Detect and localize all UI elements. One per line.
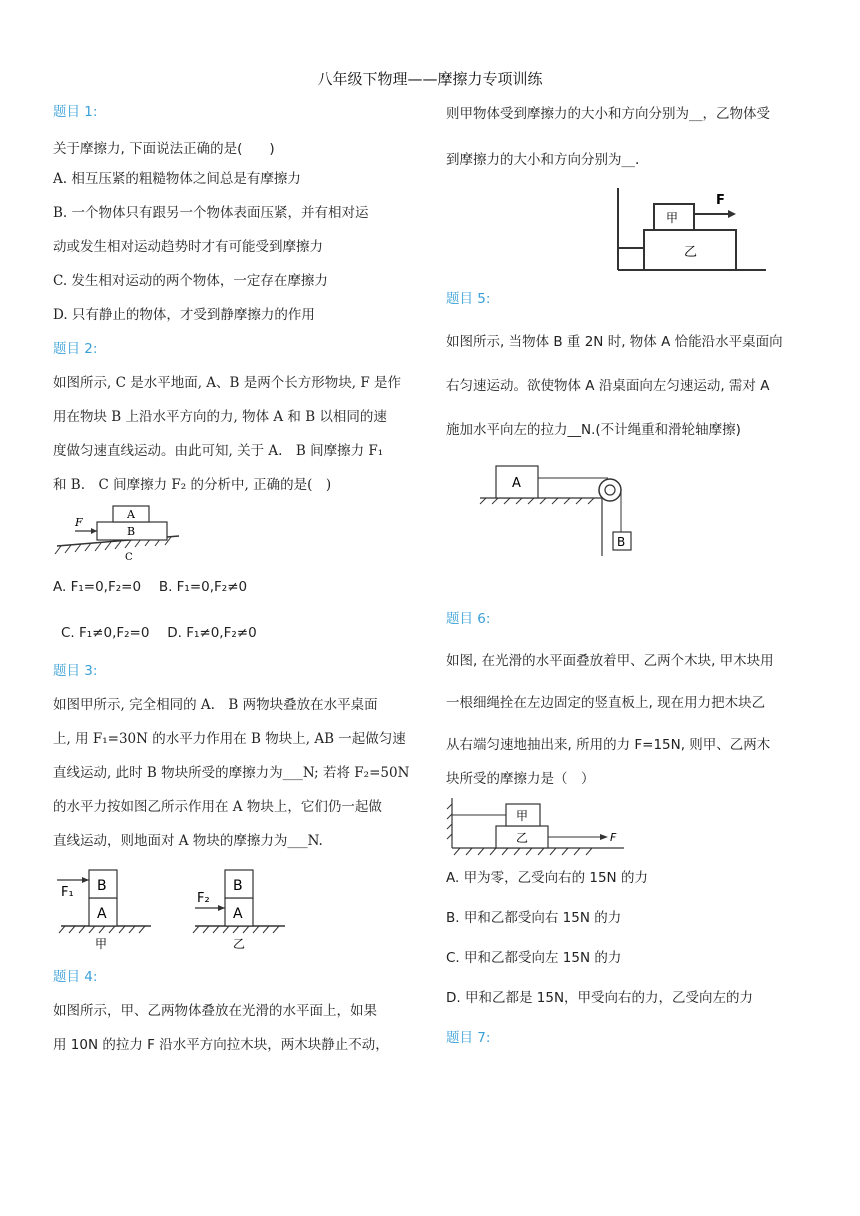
q1-stem: 关于摩擦力, 下面说法正确的是( ) — [53, 141, 275, 157]
q2-fig-label-b: B — [127, 525, 136, 538]
q4-line-2: 用 10N 的拉力 F 沿水平方向拉木块，两木块静止不动， — [53, 1037, 389, 1053]
q3-fig-f1: F₁ — [61, 885, 74, 900]
q2-fig-label-f: F — [75, 516, 83, 529]
q6-fig-f: F — [610, 831, 617, 844]
question-3-label: 题目 3: — [53, 663, 98, 679]
q6-option-c: C. 甲和乙都受向左 15N 的力 — [446, 950, 622, 966]
q3-fig-yi-caption: 乙 — [233, 937, 246, 951]
q3-fig-yi-b: B — [233, 878, 243, 894]
q5-fig-a: A — [512, 476, 521, 491]
q5-line-1: 如图所示, 当物体 B 重 2N 时, 物体 A 恰能沿水平桌面向 — [446, 334, 783, 350]
q4-line-4: 到摩擦力的大小和方向分别为__. — [446, 152, 640, 168]
q6-option-b: B. 甲和乙都受向右 15N 的力 — [446, 910, 622, 926]
q3-line-5: 直线运动，则地面对 A 物块的摩擦力为___N. — [53, 833, 323, 849]
q6-line-1: 如图, 在光滑的水平面叠放着甲、乙两个木块, 甲木块用 — [446, 653, 774, 669]
q3-fig-jia-a: A — [97, 906, 107, 922]
right-column — [446, 96, 811, 1058]
q1-option-c: C. 发生相对运动的两个物体，一定存在摩擦力 — [53, 273, 328, 289]
question-6-label: 题目 6: — [446, 611, 491, 627]
left-column — [53, 100, 418, 1062]
q2-line-4: 和 B. C 间摩擦力 F₂ 的分析中, 正确的是( ) — [53, 477, 332, 493]
q3-line-3: 直线运动, 此时 B 物块所受的摩擦力为___N; 若将 F₂=50N — [53, 765, 410, 781]
q2-options-row2: C. F₁≠0,F₂=0 D. F₁≠0,F₂≠0 — [61, 625, 257, 641]
q6-line-3: 从右端匀速地抽出来, 所用的力 F=15N, 则甲、乙两木 — [446, 737, 771, 753]
q4-fig-yi: 乙 — [684, 245, 698, 260]
question-1-label: 题目 1: — [53, 104, 98, 120]
q3-fig-f2: F₂ — [197, 891, 210, 906]
q4-fig-f: F — [716, 193, 725, 208]
q6-option-d: D. 甲和乙都是 15N，甲受向右的力，乙受向左的力 — [446, 990, 754, 1006]
page-title: 八年级下物理——摩擦力专项训练 — [317, 70, 543, 88]
q5-line-2: 右匀速运动。欲使物体 A 沿桌面向左匀速运动, 需对 A — [446, 378, 770, 394]
question-4-label: 题目 4: — [53, 969, 98, 985]
q1-option-b-cont: 动或发生相对运动趋势时才有可能受到摩擦力 — [53, 239, 323, 255]
q6-line-2: 一根细绳拴在左边固定的竖直板上, 现在用力把木块乙 — [446, 695, 766, 711]
q2-line-2: 用在物块 B 上沿水平方向的力, 物体 A 和 B 以相同的速 — [53, 409, 387, 425]
question-5-label: 题目 5: — [446, 291, 491, 307]
q6-line-4: 块所受的摩擦力是（ ） — [446, 771, 595, 787]
q4-line-1: 如图所示，甲、乙两物体叠放在光滑的水平面上，如果 — [53, 1003, 377, 1019]
q1-option-d: D. 只有静止的物体，才受到静摩擦力的作用 — [53, 307, 315, 323]
q3-fig-jia-b: B — [97, 878, 107, 894]
q5-fig-b: B — [617, 535, 626, 549]
q2-line-3: 度做匀速直线运动。由此可知, 关于 A. B 间摩擦力 F₁ — [53, 443, 384, 459]
q3-fig-yi-a: A — [233, 906, 243, 922]
q5-figure — [476, 460, 676, 560]
q2-fig-label-a: A — [127, 508, 135, 521]
q6-option-a: A. 甲为零，乙受向右的 15N 的力 — [446, 870, 648, 886]
q3-fig-jia-caption: 甲 — [95, 937, 108, 951]
q2-line-1: 如图所示, C 是水平地面, A、B 是两个长方形物块, F 是作 — [53, 375, 401, 391]
q3-line-2: 上, 用 F₁=30N 的水平力作用在 B 物块上, AB 一起做匀速 — [53, 731, 406, 747]
q4-fig-jia: 甲 — [666, 211, 679, 225]
q2-figure — [53, 502, 183, 564]
q2-fig-label-c: C — [125, 552, 133, 563]
q5-line-3: 施加水平向左的拉力__N.(不计绳重和滑轮轴摩擦) — [446, 422, 741, 438]
q3-line-4: 的水平力按如图乙所示作用在 A 物块上，它们仍一起做 — [53, 799, 382, 815]
q1-option-b: B. 一个物体只有跟另一个物体表面压紧，并有相对运 — [53, 205, 369, 221]
question-7-label: 题目 7: — [446, 1030, 491, 1046]
q3-figure — [53, 862, 303, 958]
question-2-label: 题目 2: — [53, 341, 98, 357]
q1-option-a: A. 相互压紧的粗糙物体之间总是有摩擦力 — [53, 171, 301, 187]
q6-figure — [446, 796, 626, 858]
q3-line-1: 如图甲所示, 完全相同的 A. B 两物块叠放在水平桌面 — [53, 697, 378, 713]
q2-options-row1: A. F₁=0,F₂=0 B. F₁=0,F₂≠0 — [53, 579, 248, 595]
q6-fig-jia: 甲 — [516, 809, 529, 823]
q6-fig-yi: 乙 — [516, 831, 529, 845]
q4-figure — [610, 186, 770, 282]
q4-line-3: 则甲物体受到摩擦力的大小和方向分别为__，乙物体受 — [446, 106, 770, 122]
